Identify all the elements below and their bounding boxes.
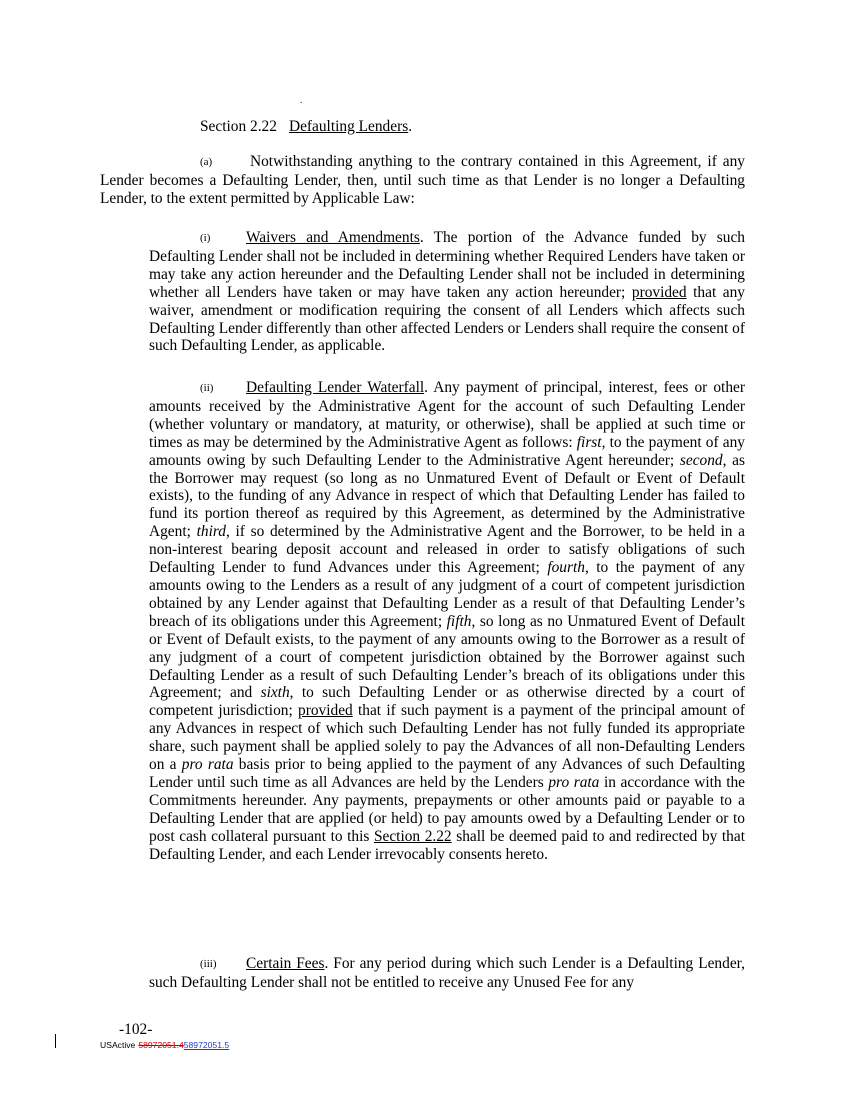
waterfall-text: , to such Defaulting Lender or as otherwise directed by a court of competent jurisdiction; [149,684,745,720]
subparagraph-iii-label: (iii) [200,958,217,970]
section-cross-reference: Section 2.22 [373,827,452,845]
pro-rata-term: pro rata [548,773,600,791]
waterfall-text: , so long as no Unmatured Event of Default or Event of Default exists, to the payment of any amounts owing to the Borrower as a result of any judgment of a court of competent jurisdiction obtained by the Borrower against such Defaulting Lender as a result of such Defaulting Lender’s breach of its obligations under this Agreement; and [149,612,745,702]
paragraph-a-label: (a) [200,156,213,168]
waterfall-text: in accordance with the Commitments hereunder. Any payments, prepayments or other amounts paid or payable to a Defaulting Lender that are applied (or held) to pay amounts owed by a Defaulting Lender or to post cash collateral pursuant to this [149,773,745,845]
ordinal-fifth: fifth [446,612,472,630]
subparagraph-iii-title: Certain Fees [246,955,325,972]
subparagraph-i-title: Waivers and Amendments [246,229,420,246]
ordinal-first: first [576,433,602,451]
provided-term: provided [631,283,687,301]
document-id-deleted: 58972051.4 [138,1040,184,1050]
ordinal-sixth: sixth [260,684,290,702]
document-id-inserted: 58972051.5 [183,1040,230,1050]
waterfall-text: that if such payment is a payment of the principal amount of any Advances in respect of which such Defaulting Lender has not fully funded its appropriate share, such payment shall be applied solely to pay the Advances of all non-Defaulting Lenders on a [149,702,745,774]
ordinal-fourth: fourth [547,559,585,577]
waterfall-text: . Any payment of principal, interest, fees or other amounts received by the Administrative Agent for the account of such Defaulting Lender (whether voluntary or mandatory, at maturity, or otherwise), shall be applied at such time or times as may be determined by the Administrative Agent as follows: [149,379,745,451]
subparagraph-i-text: . The portion of the Advance funded by such Defaulting Lender shall not be included in determining whether Required Lenders have taken or may take any action hereunder and the Defaulting Lender shall not be included in determining whether all Lenders have taken or may have taken any action hereunder; [149,229,745,301]
stray-dot-mark: . [300,95,303,105]
paragraph-a-text: Notwithstanding anything to the contrary contained in this Agreement, if any Lender becomes a Defaulting Lender, then, until such time as that Lender is no longer a Defaulting Lender, to the extent permitted by Applicable Law: [100,153,745,207]
waterfall-text: shall be deemed paid to and redirected by that Defaulting Lender, and each Lender irrevocably consents hereto. [149,827,745,863]
ordinal-second: second [679,451,723,469]
subparagraph-i-text-continued: that any waiver, amendment or modification requiring the consent of all Lenders which affects such Defaulting Lender differently than other affected Lenders or Lenders shall require the consent of such Defaulting Lender, as applicable. [149,283,745,355]
waterfall-text: basis prior to being applied to the payment of any Advances of such Defaulting Lender until such time as all Advances are held by the Lenders [149,756,746,791]
subparagraph-i [149,229,745,355]
subparagraph-iii-text: . For any period during which such Lender is a Defaulting Lender, such Defaulting Lender shall not be entitled to receive any Unused Fee for any [149,955,746,991]
subparagraph-ii [149,379,745,863]
section-number: Section 2.22 [200,118,277,135]
document-id-prefix: USActive [100,1040,136,1050]
page-number: -102- [119,1021,153,1038]
ordinal-third: third [196,523,226,541]
section-title-period: . [408,118,413,135]
revision-change-bar [55,1034,56,1048]
provided-term: provided [298,702,353,720]
section-heading [200,117,412,136]
pro-rata-term: pro rata [181,756,234,774]
section-title: Defaulting Lenders [288,118,409,135]
subparagraph-i-label: (i) [200,232,211,244]
waterfall-text: , to the payment of any amounts owing by such Defaulting Lender to the Administrative Agent hereunder; [149,433,745,469]
waterfall-text: , to the payment of any amounts owing to the Lenders as a result of any judgment of a court of competent jurisdiction obtained by any Lender against that Defaulting Lender as a result of that Defaulting Lender’s breach of its obligations under this Agreement; [149,559,745,630]
waterfall-text: , if so determined by the Administrative Agent and the Borrower, to be held in a non-interest bearing deposit account and released in order to satisfy obligations of such Defaulting Lender to fund Advances under this Agreement; [149,523,745,577]
subparagraph-ii-title: Defaulting Lender Waterfall [246,379,425,396]
subparagraph-ii-label: (ii) [200,382,214,394]
waterfall-text: , as the Borrower may request (so long as no Unmatured Event of Default or Event of Default exists), to the funding of any Advance in respect of which that Defaulting Lender has failed to fund its portion thereof as required by this Agreement, as determined by the Administrative Agent; [149,451,745,541]
paragraph-a [100,153,745,208]
document-id [100,1040,229,1050]
subparagraph-iii [149,955,745,992]
